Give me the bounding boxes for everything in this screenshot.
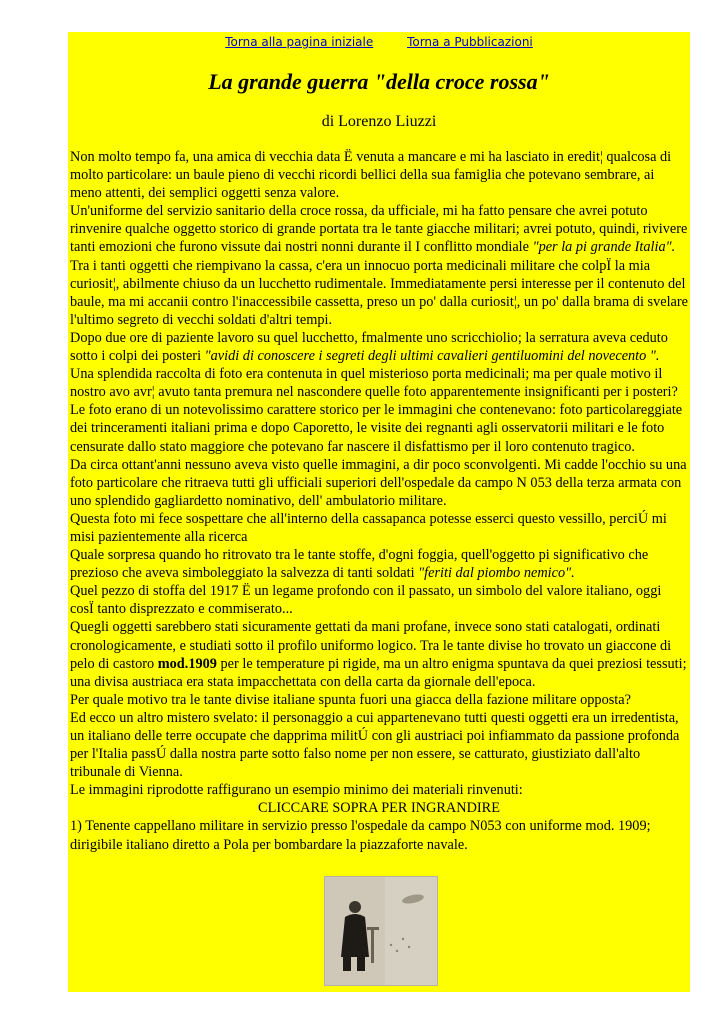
article-body xyxy=(68,148,690,986)
paragraph: Dopo due ore di paziente lavoro su quel lucchetto, fmalmente uno scricchiolio; la serratura aveva ceduto sotto i colpi dei posteri "avidi di conoscere i segreti degli ultimi cavalieri gentiluomini del novecento ". xyxy=(70,329,668,365)
paragraph: Un'uniforme del servizio sanitario della croce rossa, da ufficiale, mi ha fatto pensare che avrei potuto rinvenire qualche oggetto storico di grande portata tra le tante giacche militari; avrei potuto, quindi, rivivere tanti emozioni che furono vissute dai nostri nonni durante il I conflitto mondiale "per la pi grande Italia". xyxy=(70,203,688,256)
photo-row xyxy=(70,876,688,986)
paragraph: Una splendida raccolta di foto era contenuta in quel misterioso porta medicinali; ma per quale motivo il nostro avo avr¦ avuto tanta premura nel nascondere quelle foto apparentemente insignificanti per i posteri? xyxy=(70,366,678,401)
author-line: di Lorenzo Liuzzi xyxy=(321,113,437,130)
paragraph: Tra i tanti oggetti che riempivano la cassa, c'era un innocuo porta medicinali militare che colpÏ la mia curiosit¦, abilmente chiuso da un lucchetto rudimentale. Immediatamente persi interesse per il contenuto del baule, ma mi accanii contro l'inaccessibile cassetta, preso un po' dalla curiosit¦, un po' dalla brama di svelare l'ultimo segreto di vecchi soldati d'altri tempi. xyxy=(70,257,688,328)
paragraph: Le foto erano di un notevolissimo carattere storico per le immagini che contenevano: foto particolareggiate dei trinceramenti italiani prima e dopo Caporetto, le visite dei regnanti agli osservatorii militari e le foto censurate dallo stato maggiore che potevano far nascere il disfattismo per il loro contenuto tragico. xyxy=(70,402,683,455)
top-nav xyxy=(68,32,690,53)
paragraph: Questa foto mi fece sospettare che all'interno della cassapanca potesse esserci questo vessillo, perciÚ mi misi pazientemente alla ricerca xyxy=(70,510,667,545)
page-title: La grande guerra "della croce rossa" xyxy=(208,69,550,94)
paragraph: Quale sorpresa quando ho ritrovato tra le tante stoffe, d'ogni foggia, quell'oggetto pi significativo che prezioso che aveva simboleggiato la salvezza di tanti soldati "feriti dal piombo nemico". xyxy=(70,547,649,582)
photo-caption: 1) Tenente cappellano militare in servizio presso l'ospedale da campo N053 con uniforme mod. 1909; dirigibile italiano diretto a Pola per bombardare la piazzaforte navale. xyxy=(70,818,651,853)
click-instruction: CLICCARE SOPRA PER INGRANDIRE xyxy=(258,800,500,817)
paragraph: Da circa ottant'anni nessuno aveva visto quelle immagini, a dir poco sconvolgenti. Mi cadde l'occhio su una foto particolare che ritraeva tutti gli ufficiali superiori dell'ospedale da campo N 053 della terza armata con uno splendido gagliardetto nominativo, dell' ambulatorio militare. xyxy=(70,456,687,509)
page-content xyxy=(68,32,690,992)
photo-image-icon xyxy=(325,877,437,985)
home-link[interactable]: Torna alla pagina iniziale xyxy=(225,35,374,49)
paragraph: Le immagini riprodotte raffigurano un esempio minimo dei materiali rinvenuti: xyxy=(70,782,523,799)
paragraph: Quel pezzo di stoffa del 1917 Ë un legame profondo con il passato, un simbolo del valore italiano, oggi cosÏ tanto disprezzato e commiserato... xyxy=(70,583,662,618)
publications-link[interactable]: Torna a Pubblicazioni xyxy=(407,35,533,49)
paragraph: Per quale motivo tra le tante divise italiane spunta fuori una giacca della fazione militare opposta? xyxy=(70,691,631,708)
paragraph: Non molto tempo fa, una amica di vecchia data Ë venuta a mancare e mi ha lasciato in eredit¦ qualcosa di molto particolare: un baule pieno di vecchi ricordi bellici della sua famiglia che potevano sembrare, ai meno attenti, dei semplici oggetti senza valore. xyxy=(70,149,672,202)
paragraph: Ed ecco un altro mistero svelato: il personaggio a cui appartenevano tutti questi oggetti era un irredentista, un italiano delle terre occupate che dapprima militÚ con gli austriaci poi infiammato da passione profonda per l'Italia passÚ dalla nostra parte sotto falso nome per non essere, se catturato, giustiziato dall'alto tribunale di Vienna. xyxy=(70,709,680,781)
photo-thumbnail[interactable] xyxy=(324,876,438,986)
paragraph: Quegli oggetti sarebbero stati sicuramente gettati da mani profane, invece sono stati catalogati, ordinati cronologicamente, e studiati sotto il profilo uniformo logico. Tra le tante divise ho trovato un giaccone di pelo di castoro mod.1909 per le temperature pi rigide, ma un altro enigma spuntava da quei preziosi tessuti; una divisa austriaca era stata impacchettata con della carta da giornale dell'epoca. xyxy=(70,619,687,690)
